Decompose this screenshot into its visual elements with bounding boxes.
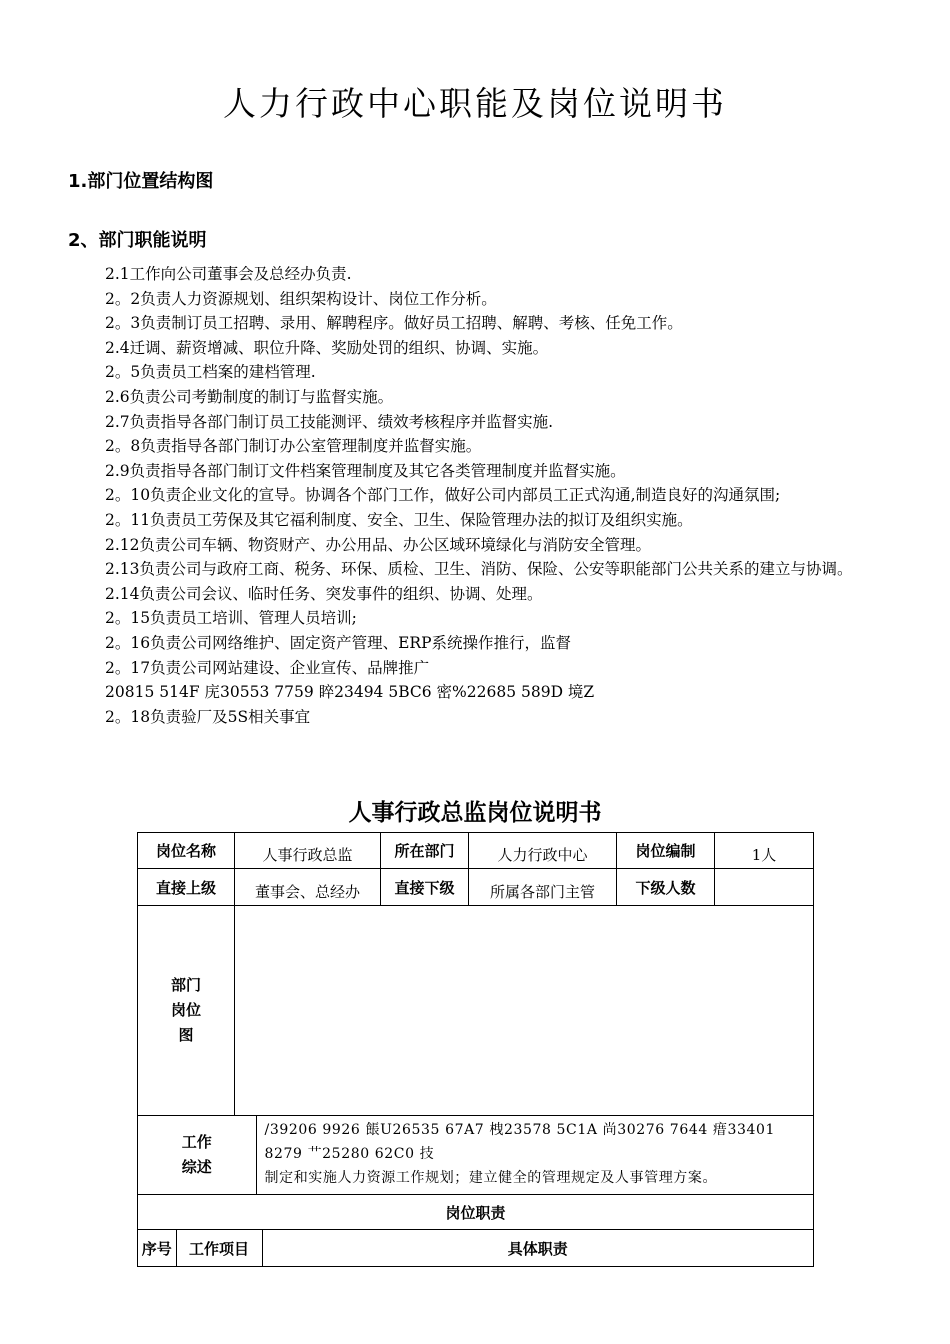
function-item: 2。15负责员工培训、管理人员培训;	[105, 609, 357, 628]
work-summary-row	[138, 1116, 814, 1195]
position-chart-area	[235, 906, 814, 1116]
label-subordinate-count: 下级人数	[617, 869, 715, 906]
function-item: 2。2负责人力资源规划、组织架构设计、岗位工作分析。	[105, 289, 497, 308]
label-direct-superior: 直接上级	[138, 869, 235, 906]
function-item: 2.7负责指导各部门制订员工技能测评、绩效考核程序并监督实施.	[105, 412, 554, 431]
function-list	[68, 262, 884, 729]
job-description-table	[137, 832, 814, 1267]
section-heading-structure: 1.部门位置结构图	[68, 171, 214, 192]
value-subordinate-count	[715, 869, 814, 906]
label-department: 所在部门	[381, 833, 469, 869]
label-work-summary	[138, 1116, 256, 1194]
function-item: 2。3负责制订员工招聘、录用、解聘程序。做好员工招聘、解聘、考核、任免工作。	[105, 314, 683, 333]
function-item: 20815 514F 庑30553 7759 睟23494 5BC6 密%22685 589D 境Z	[105, 683, 595, 702]
function-item: 2.13负责公司与政府工商、税务、环保、质检、卫生、消防、保险、公安等职能部门公共关系的建立与协调。	[105, 560, 853, 579]
value-department: 人力行政中心	[469, 833, 617, 869]
function-item: 2.12负责公司车辆、物资财产、办公用品、办公区域环境绿化与消防安全管理。	[105, 535, 652, 554]
function-item: 2。18负责验厂及5S相关事宜	[105, 707, 311, 726]
page-title: 人力行政中心职能及岗位说明书	[223, 84, 727, 123]
chart-label-line: 图	[178, 1026, 194, 1044]
work-summary-text	[256, 1116, 813, 1194]
summary-label-line: 工作	[181, 1133, 212, 1151]
value-direct-superior: 董事会、总经办	[235, 869, 381, 906]
col-header-detail: 具体职责	[507, 1239, 568, 1258]
job-table-title: 人事行政总监岗位说明书	[348, 800, 602, 826]
summary-label-line: 综述	[181, 1158, 212, 1176]
function-item: 2.6负责公司考勤制度的制订与监督实施。	[105, 387, 394, 406]
chart-label-line: 部门	[170, 976, 201, 994]
function-item: 2.14负责公司会议、临时任务、突发事件的组织、协调、处理。	[105, 584, 543, 603]
function-item: 2。11负责员工劳保及其它福利制度、安全、卫生、保险管理办法的拟订及组织实施。	[105, 510, 693, 529]
value-headcount: 1人	[715, 833, 814, 869]
duties-header: 岗位职责	[138, 1195, 814, 1230]
function-item: 2。17负责公司网站建设、企业宣传、品牌推广	[105, 658, 430, 677]
function-item: 2.4迁调、薪资增减、职位升降、奖励处罚的组织、协调、实施。	[105, 338, 549, 357]
function-item: 2。10负责企业文化的宣导。协调各个部门工作，做好公司内部员工正式沟通,制造良好的沟通氛围;	[105, 486, 781, 505]
col-header-item: 工作项目	[176, 1230, 262, 1266]
summary-line: /39206 9926 餦U26535 67A7 栧23578 5C1A 尚30276 7644 瘄33401 8279 艹25280 62C0 技	[264, 1122, 776, 1162]
function-item: 2。8负责指导各部门制订办公室管理制度并监督实施。	[105, 437, 482, 456]
label-position-name: 岗位名称	[138, 833, 235, 869]
value-position-name: 人事行政总监	[235, 833, 381, 869]
duties-column-header-row	[138, 1230, 814, 1267]
chart-label-line: 岗位	[170, 1001, 201, 1019]
summary-line: 制定和实施人力资源工作规划；建立健全的管理规定及人事管理方案。	[264, 1170, 718, 1186]
section-heading-functions: 2、部门职能说明	[68, 230, 207, 251]
label-headcount: 岗位编制	[617, 833, 715, 869]
label-direct-subordinate: 直接下级	[381, 869, 469, 906]
function-item: 2。16负责公司网络维护、固定资产管理、ERP系统操作推行，监督	[105, 633, 572, 652]
function-item: 2.1工作向公司董事会及总经办负责.	[105, 265, 352, 283]
label-position-chart	[138, 906, 235, 1116]
function-item: 2.9负责指导各部门制订文件档案管理制度及其它各类管理制度并监督实施。	[105, 461, 626, 480]
value-direct-subordinate: 所属各部门主管	[469, 869, 617, 906]
col-header-no: 序号	[138, 1230, 176, 1266]
function-item: 2。5负责员工档案的建档管理.	[105, 363, 316, 382]
